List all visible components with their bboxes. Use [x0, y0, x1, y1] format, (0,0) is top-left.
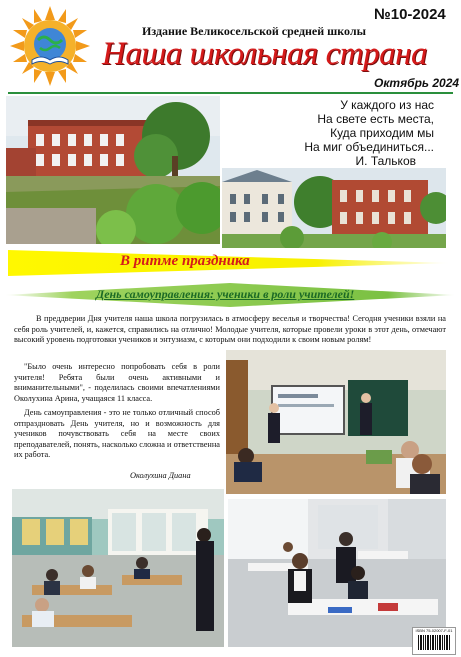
header-rule: [8, 92, 453, 94]
article-column: [14, 362, 220, 461]
epigraph: [234, 98, 434, 168]
masthead-title: Наша школьная страна: [102, 36, 427, 72]
photo-classroom-presentation: [226, 350, 446, 494]
isbn-label: ISBN 75-02007-F-01: [415, 628, 453, 633]
photo-students-desks: [228, 499, 446, 647]
article-author: Околухина Диана: [130, 471, 191, 480]
article-quote: "Было очень интересно попробовать себя в роли учителя! Ребята были очень активными и вниманительными", - поделилась своими впечатлениями Околухина Арина, учащаяся 11 класса.: [14, 362, 220, 403]
epigraph-line: На свете есть места,: [317, 112, 434, 126]
section-title: В ритме праздника: [120, 253, 250, 269]
photo-school-building: [6, 96, 220, 244]
epigraph-line: На миг объединиться...: [304, 140, 434, 154]
issue-month: Октябрь 2024: [374, 76, 460, 90]
isbn-barcode: [412, 627, 456, 655]
issue-number: №10-2024: [374, 6, 446, 23]
article-body: День самоуправления - это не только отличный способ отпраздновать День учителя, но и возможность для учеников почувствовать себя на месте своих преподавателей, понять, насколько сложна и ответственна их работа.: [14, 408, 220, 459]
publisher-line: Издание Великосельской средней школы: [142, 24, 366, 38]
barcode-icon: [413, 635, 455, 650]
epigraph-line: Куда приходим мы: [330, 126, 434, 140]
epigraph-author: И. Тальков: [355, 154, 416, 168]
photo-classroom-students: [12, 489, 224, 647]
photo-old-buildings: [222, 168, 446, 248]
school-logo-icon: [10, 6, 90, 86]
section-subtitle: День самоуправления: ученики в роли учителей!: [96, 287, 355, 301]
epigraph-line: У каждого из нас: [340, 98, 434, 112]
article-intro: В преддверии Дня учителя наша школа погрузилась в атмосферу веселья и творчества! Сегодня ученики взяли на себя роль учителей, и, кажется, справились на отлично! Молодые учителя, которые провели уроки в этот день, отмечают высокий уровень подготовки учеников и энтузиазм, с которым они подходили к своим новым ролям!: [14, 314, 446, 344]
